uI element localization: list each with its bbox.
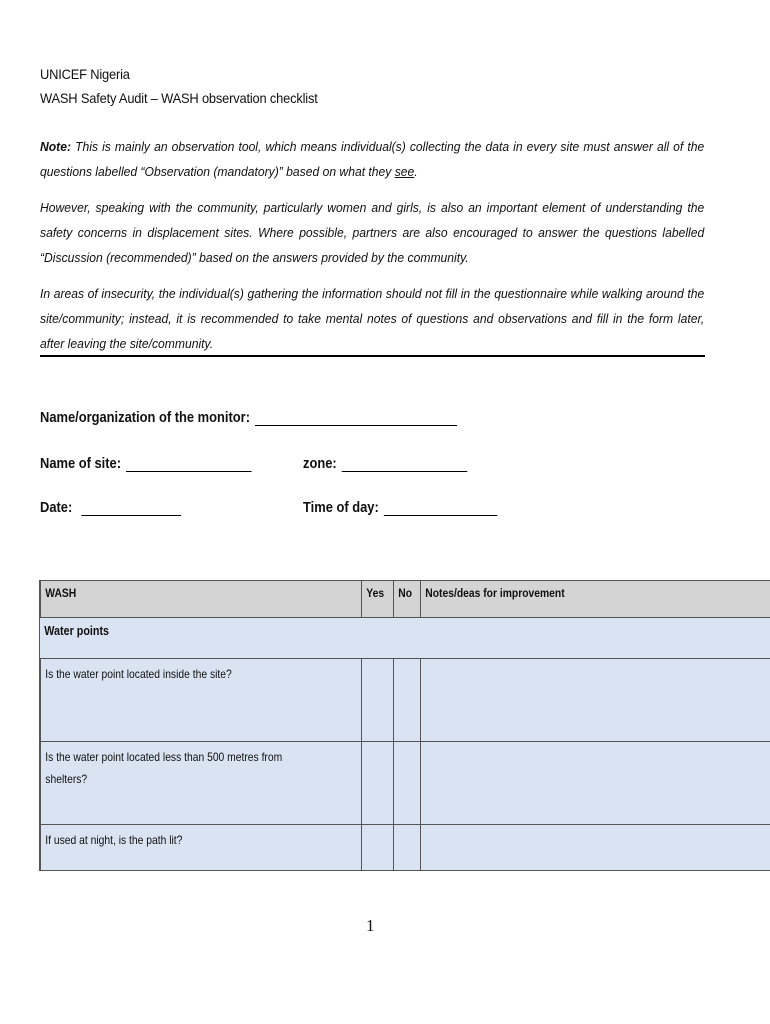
organization-name: UNICEF Nigeria	[40, 66, 130, 82]
yes-cell[interactable]	[362, 825, 394, 871]
question-cell: Is the water point located inside the site?	[41, 659, 362, 742]
notes-cell[interactable]	[420, 742, 770, 825]
note-underlined-word: see	[394, 164, 415, 179]
header-wash: WASH	[41, 581, 362, 618]
header-yes: Yes	[362, 581, 394, 618]
table-row	[40, 825, 770, 871]
zone-field	[303, 455, 467, 472]
no-cell[interactable]	[393, 742, 420, 825]
document-title: WASH Safety Audit – WASH observation checklist	[40, 90, 318, 106]
site-field	[40, 455, 252, 472]
note-paragraph-2: However, speaking with the community, particularly women and girls, is also an important element of understanding the safety concerns in displacement sites. Where possible, partners are also encouraged to answer the questions labelled “Discussion (recommended)” based on the answers provided by the community.	[40, 200, 705, 265]
zone-input-line[interactable]	[342, 455, 468, 472]
note-paragraph-3: In areas of insecurity, the individual(s) gathering the information should not fill in the questionnaire while walking around the site/community; instead, it is recommended to take mental notes of questions and observations and fill in the form later, after leaving the site/community.	[40, 286, 705, 351]
header-no: No	[393, 581, 420, 618]
table-row	[40, 742, 770, 825]
note-text-1-end: .	[414, 164, 418, 179]
no-cell[interactable]	[393, 659, 420, 742]
page-number: 1	[366, 916, 375, 935]
yes-cell[interactable]	[362, 742, 394, 825]
question-cell: If used at night, is the path lit?	[41, 825, 362, 871]
note-text-1: This is mainly an observation tool, which means individual(s) collecting the data in every site must answer all of the questions labelled “Observation (mandatory)” based on what they	[40, 139, 705, 179]
yes-cell[interactable]	[362, 659, 394, 742]
question-cell: Is the water point located less than 500 metres from shelters?	[41, 742, 362, 825]
section-row	[40, 618, 770, 659]
header-notes: Notes/deas for improvement	[420, 581, 770, 618]
time-input-line[interactable]	[384, 499, 498, 516]
date-label: Date:	[40, 499, 73, 516]
table-row	[40, 659, 770, 742]
notes-cell[interactable]	[420, 825, 770, 871]
site-label: Name of site:	[40, 455, 122, 472]
time-label: Time of day:	[303, 499, 379, 516]
time-field	[303, 499, 497, 516]
monitor-label: Name/organization of the monitor:	[40, 409, 250, 426]
note-paragraph-1	[40, 134, 704, 184]
monitor-input-line[interactable]	[255, 409, 457, 426]
date-input-line[interactable]	[81, 499, 181, 516]
note-label: Note:	[40, 139, 72, 154]
section-divider	[40, 355, 705, 357]
notes-cell[interactable]	[420, 659, 770, 742]
section-title: Water points	[40, 618, 770, 659]
date-field	[40, 499, 181, 516]
no-cell[interactable]	[393, 825, 420, 871]
site-input-line[interactable]	[126, 455, 252, 472]
table-header-row	[40, 581, 770, 618]
wash-checklist-table	[39, 580, 770, 871]
monitor-field	[40, 409, 457, 426]
zone-label: zone:	[303, 455, 337, 472]
